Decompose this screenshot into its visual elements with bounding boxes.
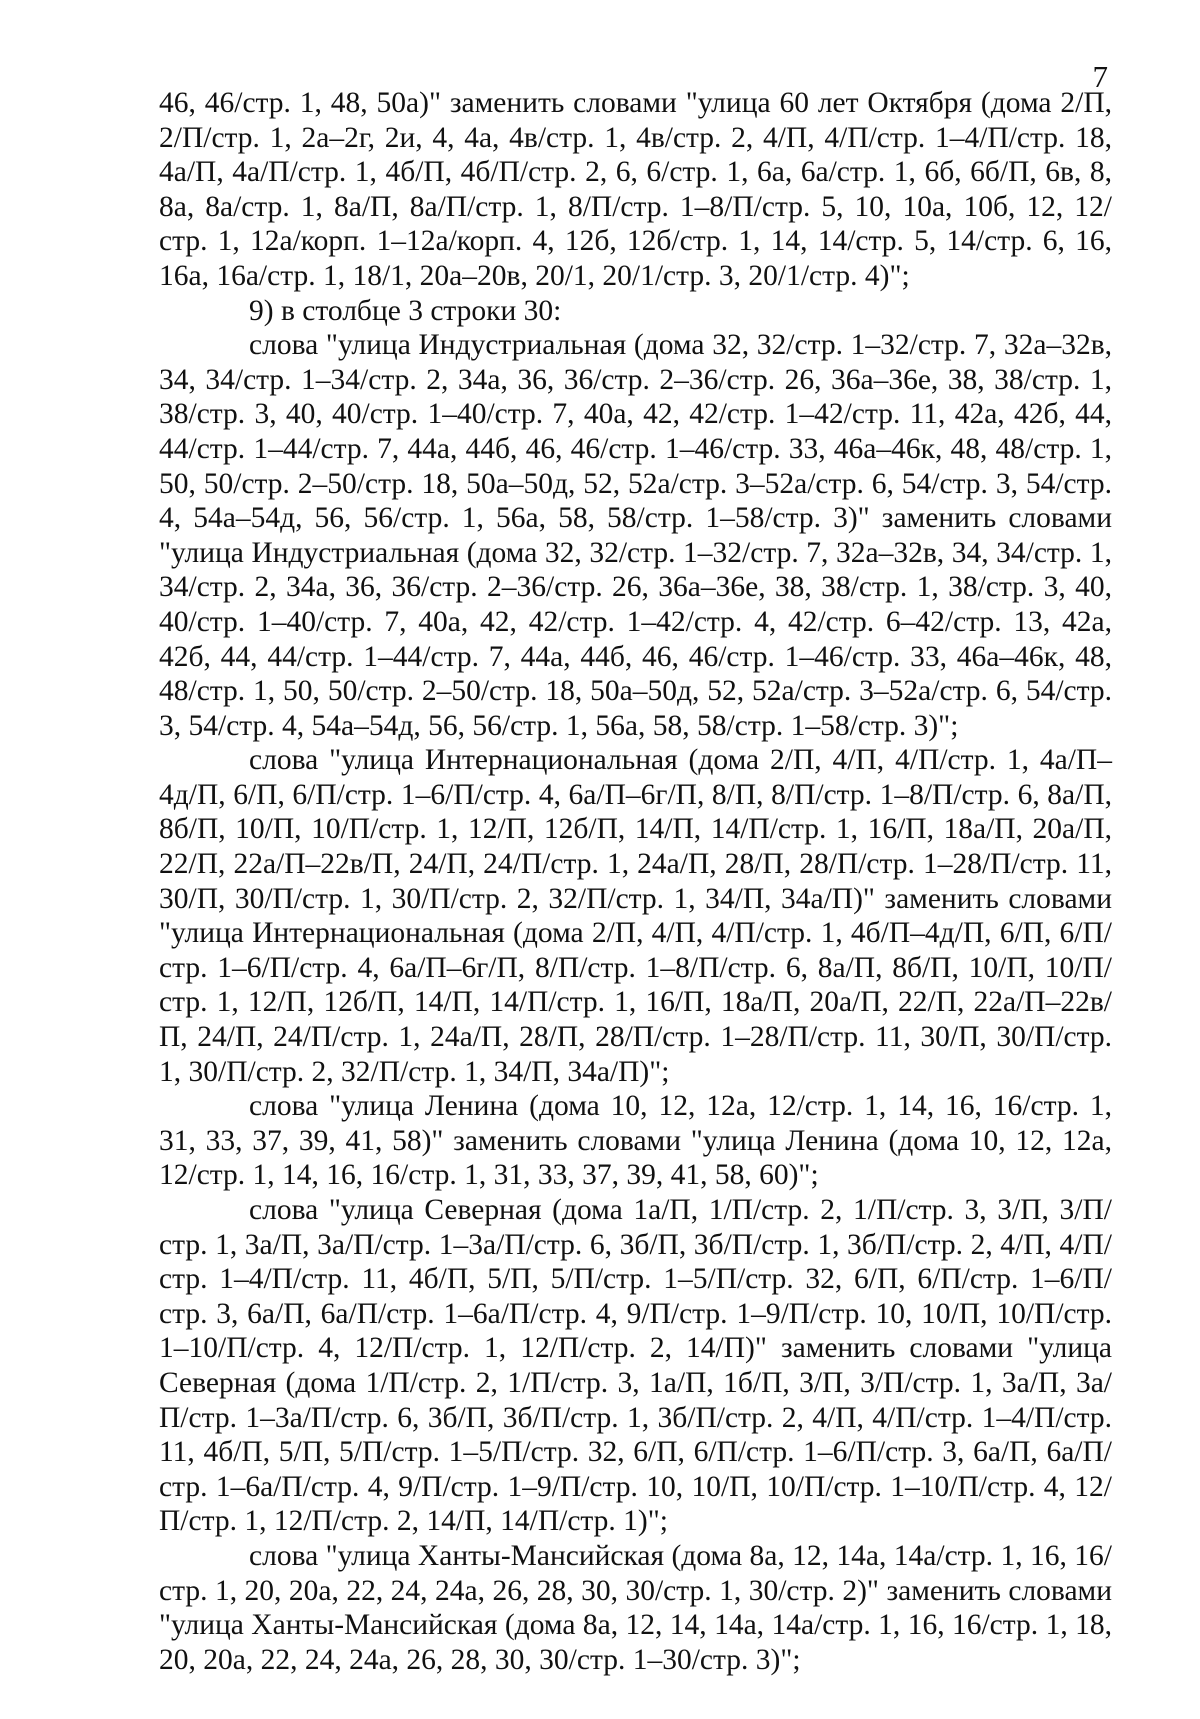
paragraph-lenina: слова "улица Ленина (дома 10, 12, 12а, 12/стр. 1, 14, 16, 16/стр. 1, 31, 33, 37, 39, 41, 58)" заменить словами "улица Ленина (дома 10, 12, 12а, 12/стр. 1, 14, 16, 16/стр. 1, 31, 33, 37, 39, 41, 58, 60)"; (159, 1090, 1112, 1192)
page-number: 7 (1092, 59, 1108, 94)
paragraph-internatsionalnaya: слова "улица Интернациональная (дома 2/П, 4/П, 4/П/стр. 1, 4а/П–4д/П, 6/П, 6/П/стр. 1–6/П/стр. 4, 6а/П–6г/П, 8/П, 8/П/стр. 1–8/П/стр. 6, 8а/П, 8б/П, 10/П, 10/П/стр. 1, 12/П, 12б/П, 14/П, 14/П/стр. 1, 16/П, 18а/П, 20а/П, 22/П, 22а/П–22в/П, 24/П, 24/П/стр. 1, 24а/П, 28/П, 28/П/стр. 1–28/П/стр. 11, 30/П, 30/П/стр. 1, 30/П/стр. 2, 32/П/стр. 1, 34/П, 34а/П)" заменить словами "улица Интернациональная (дома 2/П, 4/П, 4/П/стр. 1, 4б/П–4д/П, 6/П, 6/П/стр. 1–6/П/стр. 4, 6а/П–6г/П, 8/П/стр. 1–8/П/стр. 6, 8а/П, 8б/П, 10/П, 10/П/стр. 1, 12/П, 12б/П, 14/П, 14/П/стр. 1, 16/П, 18а/П, 20а/П, 22/П, 22а/П–22в/П, 24/П, 24/П/стр. 1, 24а/П, 28/П, 28/П/стр. 1–28/П/стр. 11, 30/П, 30/П/стр. 1, 30/П/стр. 2, 32/П/стр. 1, 34/П, 34а/П)"; (159, 744, 1112, 1088)
document-body (159, 86, 1112, 1677)
paragraph-khanty-mansiyskaya: слова "улица Ханты-Мансийская (дома 8а, 12, 14а, 14а/стр. 1, 16, 16/стр. 1, 20, 20а, 22, 24, 24а, 26, 28, 30, 30/стр. 1, 30/стр. 2)" заменить словами "улица Ханты-Мансийская (дома 8а, 12, 14, 14а, 14а/стр. 1, 16, 16/стр. 1, 18, 20, 20а, 22, 24, 24а, 26, 28, 30, 30/стр. 1–30/стр. 3)"; (159, 1539, 1112, 1676)
paragraph-continuation: 46, 46/стр. 1, 48, 50а)" заменить словами "улица 60 лет Октября (дома 2/П, 2/П/стр. 1, 2а–2г, 2и, 4, 4а, 4в/стр. 1, 4в/стр. 2, 4/П, 4/П/стр. 1–4/П/стр. 18, 4а/П, 4а/П/стр. 1, 4б/П, 4б/П/стр. 2, 6, 6/стр. 1, 6а, 6а/стр. 1, 6б, 6б/П, 6в, 8, 8а, 8а/стр. 1, 8а/П, 8а/П/стр. 1, 8/П/стр. 1–8/П/стр. 5, 10, 10а, 10б, 12, 12/стр. 1, 12а/корп. 1–12а/корп. 4, 12б, 12б/стр. 1, 14, 14/стр. 5, 14/стр. 6, 16, 16а, 16а/стр. 1, 18/1, 20а–20в, 20/1, 20/1/стр. 3, 20/1/стр. 4)"; (159, 87, 1112, 292)
paragraph-industrialnaya: слова "улица Индустриальная (дома 32, 32/стр. 1–32/стр. 7, 32а–32в, 34, 34/стр. 1–34/стр. 2, 34а, 36, 36/стр. 2–36/стр. 26, 36а–36е, 38, 38/стр. 1, 38/стр. 3, 40, 40/стр. 1–40/стр. 7, 40а, 42, 42/стр. 1–42/стр. 11, 42а, 42б, 44, 44/стр. 1–44/стр. 7, 44а, 44б, 46, 46/стр. 1–46/стр. 33, 46а–46к, 48, 48/стр. 1, 50, 50/стр. 2–50/стр. 18, 50а–50д, 52, 52а/стр. 3–52а/стр. 6, 54/стр. 3, 54/стр. 4, 54а–54д, 56, 56/стр. 1, 56а, 58, 58/стр. 1–58/стр. 3)" заменить словами "улица Индустриальная (дома 32, 32/стр. 1–32/стр. 7, 32а–32в, 34, 34/стр. 1, 34/стр. 2, 34а, 36, 36/стр. 2–36/стр. 26, 36а–36е, 38, 38/стр. 1, 38/стр. 3, 40, 40/стр. 1–40/стр. 7, 40а, 42, 42/стр. 1–42/стр. 4, 42/стр. 6–42/стр. 13, 42а, 42б, 44, 44/стр. 1–44/стр. 7, 44а, 44б, 46, 46/стр. 1–46/стр. 33, 46а–46к, 48, 48/стр. 1, 50, 50/стр. 2–50/стр. 18, 50а–50д, 52, 52а/стр. 3–52а/стр. 6, 54/стр. 3, 54/стр. 4, 54а–54д, 56, 56/стр. 1, 56а, 58, 58/стр. 1–58/стр. 3)"; (159, 329, 1112, 742)
paragraph-severnaya: слова "улица Северная (дома 1а/П, 1/П/стр. 2, 1/П/стр. 3, 3/П, 3/П/стр. 1, 3а/П, 3а/П/стр. 1–3а/П/стр. 6, 3б/П, 3б/П/стр. 1, 3б/П/стр. 2, 4/П, 4/П/стр. 1–4/П/стр. 11, 4б/П, 5/П, 5/П/стр. 1–5/П/стр. 32, 6/П, 6/П/стр. 1–6/П/стр. 3, 6а/П, 6а/П/стр. 1–6а/П/стр. 4, 9/П/стр. 1–9/П/стр. 10, 10/П, 10/П/стр. 1–10/П/стр. 4, 12/П/стр. 1, 12/П/стр. 2, 14/П)" заменить словами "улица Северная (дома 1/П/стр. 2, 1/П/стр. 3, 1а/П, 1б/П, 3/П, 3/П/стр. 1, 3а/П, 3а/П/стр. 1–3а/П/стр. 6, 3б/П, 3б/П/стр. 1, 3б/П/стр. 2, 4/П, 4/П/стр. 1–4/П/стр. 11, 4б/П, 5/П, 5/П/стр. 1–5/П/стр. 32, 6/П, 6/П/стр. 1–6/П/стр. 3, 6а/П, 6а/П/стр. 1–6а/П/стр. 4, 9/П/стр. 1–9/П/стр. 10, 10/П, 10/П/стр. 1–10/П/стр. 4, 12/П/стр. 1, 12/П/стр. 2, 14/П, 14/П/стр. 1)"; (159, 1194, 1112, 1538)
paragraph-item-9-heading: 9) в столбце 3 строки 30: (249, 294, 562, 327)
